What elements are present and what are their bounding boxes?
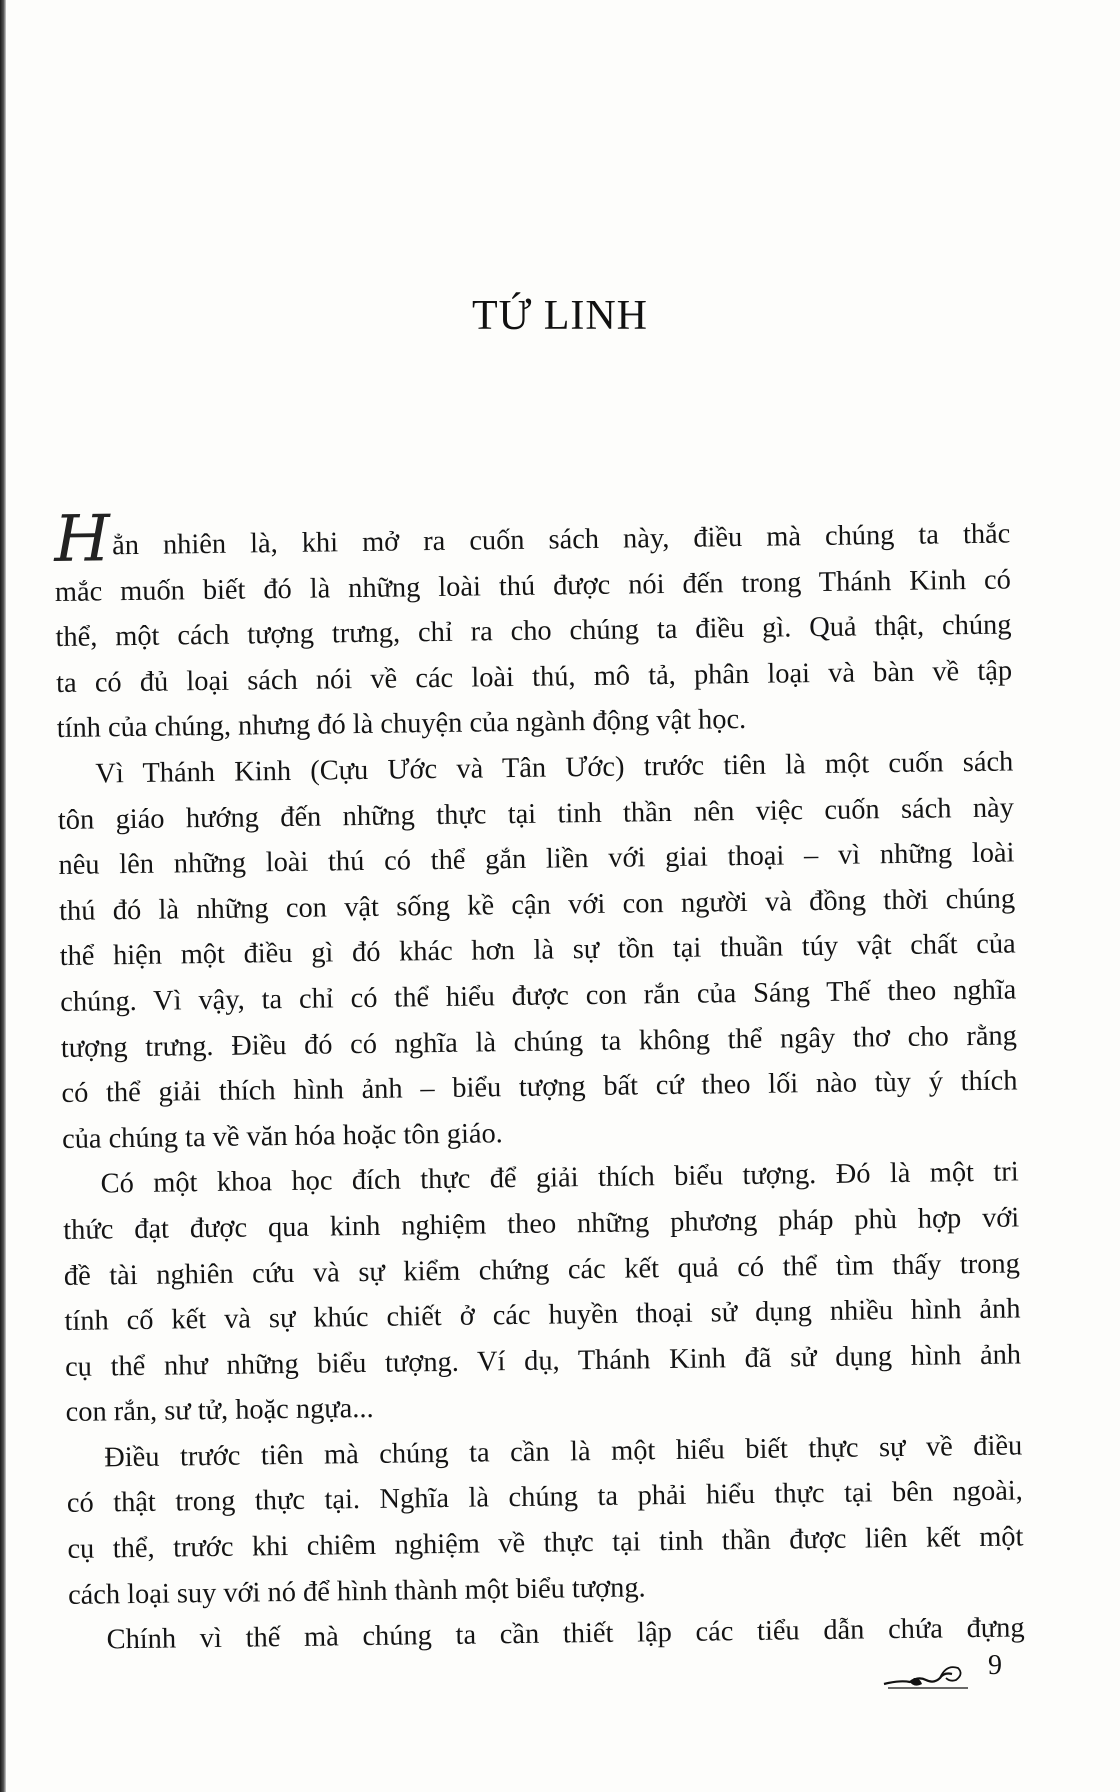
text-line: mắc muốn biết đó là những loài thú được nói đến trong Thánh Kinh có xyxy=(54,564,1012,608)
text-line: thể, một cách tượng trưng, chỉ ra cho chúng ta điều gì. Quả thật, chúng xyxy=(55,609,1012,654)
text-line: tính cố kết và sự khúc chiết ở các huyền thoại sử dụng nhiều hình ảnh xyxy=(64,1293,1021,1338)
text-line: chúng. Vì vậy, ta chỉ có thể hiểu được con rắn của Sáng Thế theo nghĩa xyxy=(60,974,1017,1018)
ornament-flourish-icon xyxy=(880,1654,970,1694)
chapter-body xyxy=(53,502,1025,1663)
dropcap-letter: H xyxy=(53,502,111,577)
page-spine-edge xyxy=(0,0,6,1792)
text-line: cụ thể như những biểu tượng. Ví dụ, Thánh Kinh đã sử dụng hình ảnh xyxy=(64,1339,1022,1383)
text-line: có thể giải thích hình ảnh – biểu tượng bất cứ theo lối nào tùy ý thích xyxy=(61,1065,1018,1110)
text-line: Chính vì thế mà chúng ta cần thiết lập các tiểu dẫn chứa đựng xyxy=(106,1612,1025,1656)
text-line: cách loại suy với nó để hình thành một biểu tượng. xyxy=(67,1572,646,1611)
text-line: Điều trước tiên mà chúng ta cần là một hiểu biết thực sự về điều xyxy=(104,1430,1023,1474)
text-line: tượng trưng. Điều đó có nghĩa là chúng ta không thể ngây thơ cho rằng xyxy=(60,1019,1018,1064)
text-line: Hẳn nhiên là, khi mở ra cuốn sách này, điều mà chúng ta thắc xyxy=(53,502,1011,577)
text-line: thức đạt được qua kinh nghiệm theo những phương pháp phù hợp với xyxy=(63,1202,1020,1246)
text-line: thú đó là những con vật sống kề cận với con người và đồng thời chúng xyxy=(58,883,1016,927)
page-number: 9 xyxy=(988,1650,1002,1681)
text-line: có thật trong thực tại. Nghĩa là chúng ta phải hiểu thực tại bên ngoài, xyxy=(66,1475,1024,1520)
text-line: Vì Thánh Kinh (Cựu Ước và Tân Ước) trước tiên là một cuốn sách xyxy=(95,746,1014,790)
text-line: Có một khoa học đích thực để giải thích biểu tượng. Đó là một tri xyxy=(100,1156,1019,1200)
text-line: cụ thể, trước khi chiêm nghiệm về thực tại tinh thần được liên kết một xyxy=(67,1521,1024,1565)
text-line: của chúng ta về văn hóa hoặc tôn giáo. xyxy=(61,1117,503,1155)
text-line: thể hiện một điều gì đó khác hơn là sự tồn tại thuần túy vật chất của xyxy=(59,928,1016,973)
text-line: con rắn, sư tử, hoặc ngựa... xyxy=(65,1393,374,1429)
text-line: nêu lên những loài thú có thể gắn liền với giai thoại – vì những loài xyxy=(58,837,1015,882)
page-footer xyxy=(880,1650,1020,1700)
text-line: đề tài nghiên cứu và sự kiểm chứng các kết quả có thể tìm thấy trong xyxy=(63,1247,1021,1292)
text-line: tính của chúng, nhưng đó là chuyện của ngành động vật học. xyxy=(56,704,747,745)
chapter-title: TỨ LINH xyxy=(471,293,649,339)
text-line: tôn giáo hướng đến những thực tại tinh thần nên việc cuốn sách này xyxy=(57,792,1015,836)
text-line: ta có đủ loại sách nói về các loài thú, mô tả, phân loại và bàn về tập xyxy=(55,655,1013,699)
